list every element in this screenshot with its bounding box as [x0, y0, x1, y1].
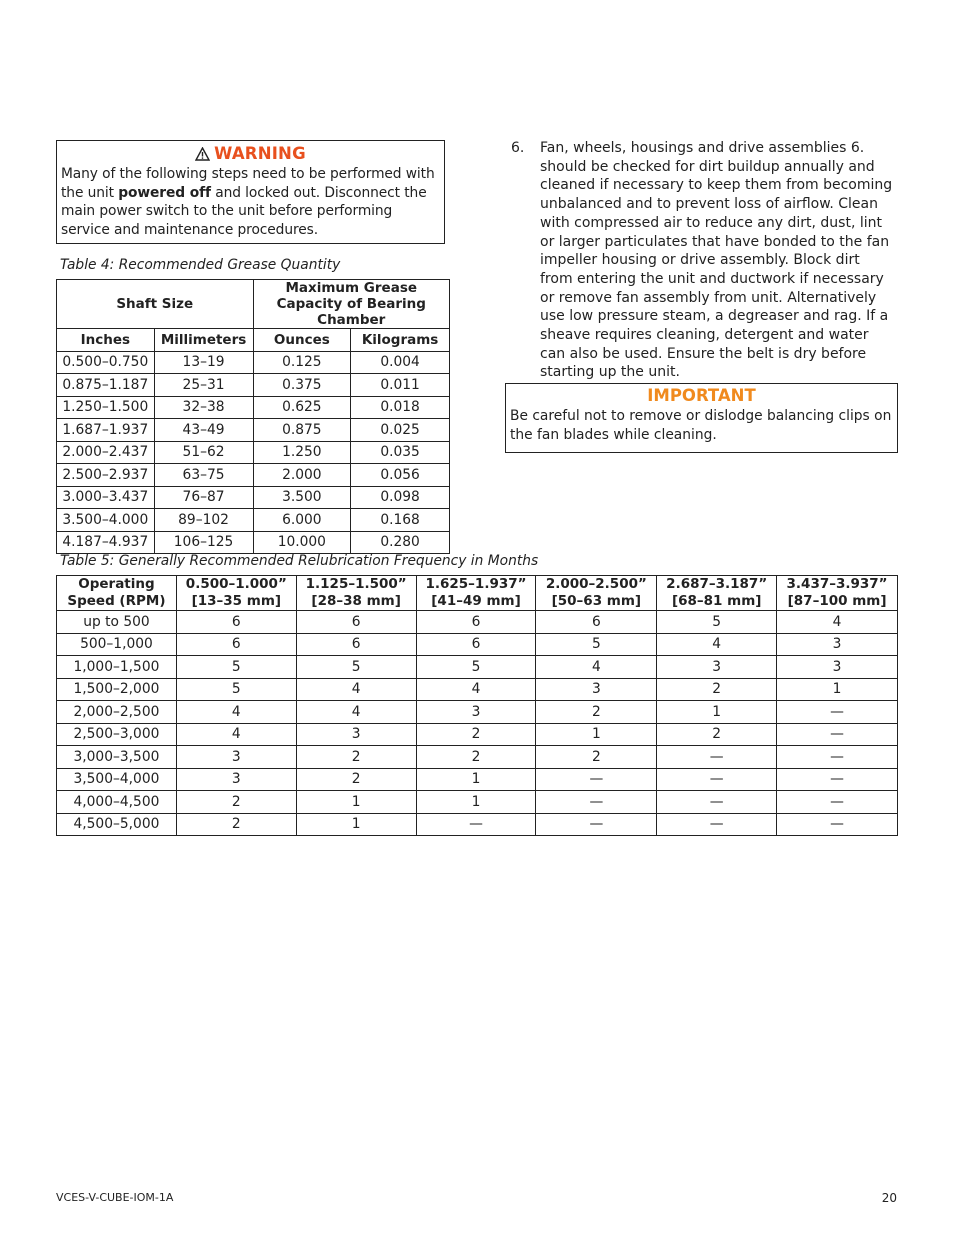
table4-header-inches: Inches — [57, 329, 155, 352]
maintenance-step-6 — [511, 139, 896, 382]
table-cell: 3.000–3.437 — [57, 486, 155, 509]
frequency-cell: 4 — [296, 701, 416, 724]
speed-cell: 3,500–4,000 — [57, 768, 177, 791]
table5-header-shaft-size — [296, 576, 416, 611]
table-cell: 0.500–0.750 — [57, 351, 155, 374]
header-line: 3.437–3.937” — [786, 576, 888, 592]
footer-doc-id: VCES-V-CUBE-IOM-1A — [56, 1191, 174, 1204]
speed-cell: 1,000–1,500 — [57, 656, 177, 679]
frequency-cell: 6 — [176, 633, 296, 656]
table-row — [57, 611, 898, 634]
table-cell: 13–19 — [154, 351, 253, 374]
table-row — [57, 351, 450, 374]
frequency-cell: — — [416, 813, 536, 836]
table-cell: 25–31 — [154, 374, 253, 397]
frequency-cell: 2 — [536, 746, 657, 769]
table-cell: 0.025 — [351, 419, 450, 442]
table-row — [57, 656, 898, 679]
frequency-cell: 4 — [176, 723, 296, 746]
table4-caption: Table 4: Recommended Grease Quantity — [60, 257, 341, 273]
table-row — [57, 701, 898, 724]
table-cell: 106–125 — [154, 531, 253, 554]
table-cell: 2.500–2.937 — [57, 464, 155, 487]
frequency-cell: 3 — [777, 633, 898, 656]
table-cell: 1.687–1.937 — [57, 419, 155, 442]
table-cell: 2.000–2.437 — [57, 441, 155, 464]
table-row — [57, 813, 898, 836]
warning-title-text: WARNING — [214, 144, 306, 163]
list-number: 6. — [511, 140, 525, 156]
frequency-cell: 6 — [416, 633, 536, 656]
table-cell: 6.000 — [253, 509, 351, 532]
frequency-cell: 3 — [176, 768, 296, 791]
warning-body-text: Many of the following steps need to be performed with the unit — [61, 166, 435, 201]
frequency-cell: 2 — [657, 723, 777, 746]
speed-cell: 3,000–3,500 — [57, 746, 177, 769]
table5-header-shaft-size — [536, 576, 657, 611]
frequency-cell: 1 — [416, 791, 536, 814]
frequency-cell: 6 — [296, 611, 416, 634]
table-cell: 63–75 — [154, 464, 253, 487]
important-box — [505, 383, 898, 453]
frequency-cell: 2 — [416, 723, 536, 746]
frequency-cell: 4 — [536, 656, 657, 679]
frequency-cell: 6 — [416, 611, 536, 634]
table5-header-shaft-size — [176, 576, 296, 611]
table5-header-shaft-size — [657, 576, 777, 611]
frequency-cell: — — [657, 791, 777, 814]
table-cell: 4.187–4.937 — [57, 531, 155, 554]
speed-cell: 2,000–2,500 — [57, 701, 177, 724]
frequency-cell: 6 — [176, 611, 296, 634]
table-row — [57, 419, 450, 442]
frequency-cell: — — [777, 701, 898, 724]
header-line: [50–63 mm] — [551, 593, 642, 609]
table-cell: 2.000 — [253, 464, 351, 487]
frequency-cell: 2 — [176, 813, 296, 836]
warning-body-emphasis: powered off — [118, 184, 211, 201]
table-row — [57, 509, 450, 532]
frequency-cell: 5 — [296, 656, 416, 679]
frequency-cell: 1 — [657, 701, 777, 724]
table-cell: 43–49 — [154, 419, 253, 442]
header-line: 2.687–3.187” — [666, 576, 768, 592]
table-row — [57, 746, 898, 769]
frequency-cell: 4 — [416, 678, 536, 701]
table-row — [57, 441, 450, 464]
frequency-cell: — — [536, 791, 657, 814]
frequency-cell: 1 — [296, 813, 416, 836]
frequency-cell: — — [777, 723, 898, 746]
table-cell: 0.125 — [253, 351, 351, 374]
warning-body — [61, 165, 440, 239]
frequency-cell: 1 — [416, 768, 536, 791]
important-title: IMPORTANT — [647, 386, 756, 405]
table-cell: 10.000 — [253, 531, 351, 554]
header-line: [13–35 mm] — [191, 593, 282, 609]
frequency-cell: 4 — [176, 701, 296, 724]
frequency-cell: 5 — [657, 611, 777, 634]
warning-triangle-icon — [195, 147, 210, 161]
table-cell: 3.500–4.000 — [57, 509, 155, 532]
table-row — [57, 396, 450, 419]
frequency-cell: 6 — [536, 611, 657, 634]
table-cell: 0.875 — [253, 419, 351, 442]
grease-quantity-table — [56, 279, 450, 554]
table-cell: 0.035 — [351, 441, 450, 464]
frequency-cell: 5 — [176, 678, 296, 701]
frequency-cell: 2 — [536, 701, 657, 724]
frequency-cell: — — [657, 746, 777, 769]
table-row — [57, 464, 450, 487]
table-row — [57, 374, 450, 397]
frequency-cell: 4 — [296, 678, 416, 701]
table-cell: 0.004 — [351, 351, 450, 374]
header-line: 1.125–1.500” — [305, 576, 407, 592]
table4-group-header-shaft: Shaft Size — [57, 280, 254, 329]
table5-header-speed — [57, 576, 177, 611]
frequency-cell: 1 — [536, 723, 657, 746]
table4-header-millimeters: Millimeters — [154, 329, 253, 352]
warning-box — [56, 140, 445, 244]
header-line: Speed (RPM) — [67, 593, 166, 609]
table-cell: 0.875–1.187 — [57, 374, 155, 397]
frequency-cell: — — [536, 813, 657, 836]
table-cell: 0.098 — [351, 486, 450, 509]
table-cell: 0.056 — [351, 464, 450, 487]
table-row — [57, 531, 450, 554]
header-line: [28–38 mm] — [311, 593, 401, 609]
header-line: 1.625–1.937” — [425, 576, 527, 592]
table-cell: 51–62 — [154, 441, 253, 464]
relubrication-frequency-table — [56, 575, 898, 836]
table4-group-header-capacity: Maximum Grease Capacity of Bearing Chamber — [253, 280, 450, 329]
table-row — [57, 633, 898, 656]
frequency-cell: 4 — [657, 633, 777, 656]
warning-body-text-cont: and locked out. Disconnect the main power switch to the unit before performing service and maintenance procedures. — [61, 184, 427, 238]
table-cell: 0.625 — [253, 396, 351, 419]
table-cell: 3.500 — [253, 486, 351, 509]
table5-caption: Table 5: Generally Recommended Relubrication Frequency in Months — [60, 553, 539, 569]
frequency-cell: 2 — [416, 746, 536, 769]
table-cell: 89–102 — [154, 509, 253, 532]
frequency-cell: 2 — [657, 678, 777, 701]
header-line: Operating — [78, 576, 155, 592]
frequency-cell: 3 — [777, 656, 898, 679]
list-text: Fan, wheels, housings and drive assemblies 6. should be checked for dirt buildup annually and cleaned if necessary to keep them from becoming unbalanced and to prevent loss of airflow. Clean with compressed air to reduce any dirt, dust, lint or larger particulates that have bonded to the fan impeller housing or drive assembly. Block dirt from entering the unit and ductwork if necessary or remove fan assembly from unit. Alternatively use low pressure steam, a degreaser and rag. If a sheave requires cleaning, detergent and water can also be used. Ensure the belt is dry before starting up the unit. — [540, 140, 893, 381]
frequency-cell: — — [777, 791, 898, 814]
important-body: Be careful not to remove or dislodge balancing clips on the fan blades while cleaning. — [510, 408, 892, 443]
table-row — [57, 768, 898, 791]
table-row — [57, 486, 450, 509]
table-row — [57, 723, 898, 746]
speed-cell: 500–1,000 — [57, 633, 177, 656]
footer-page-number: 20 — [881, 1191, 897, 1205]
frequency-cell: — — [657, 813, 777, 836]
frequency-cell: 5 — [176, 656, 296, 679]
table-cell: 0.280 — [351, 531, 450, 554]
frequency-cell: 3 — [657, 656, 777, 679]
table4-header-kilograms: Kilograms — [351, 329, 450, 352]
table5-header-shaft-size — [416, 576, 536, 611]
frequency-cell: 6 — [296, 633, 416, 656]
table-cell: 0.168 — [351, 509, 450, 532]
warning-title — [61, 143, 440, 165]
header-line: [41–49 mm] — [431, 593, 521, 609]
header-line: 2.000–2.500” — [545, 576, 647, 592]
header-line: [87–100 mm] — [787, 593, 887, 609]
frequency-cell: 5 — [536, 633, 657, 656]
table4-header-ounces: Ounces — [253, 329, 351, 352]
frequency-cell: 4 — [777, 611, 898, 634]
frequency-cell: 2 — [296, 768, 416, 791]
frequency-cell: 1 — [296, 791, 416, 814]
frequency-cell: 3 — [296, 723, 416, 746]
speed-cell: 4,500–5,000 — [57, 813, 177, 836]
table-row — [57, 678, 898, 701]
frequency-cell: 3 — [416, 701, 536, 724]
header-line: 0.500–1.000” — [185, 576, 287, 592]
frequency-cell: — — [657, 768, 777, 791]
table-cell: 1.250–1.500 — [57, 396, 155, 419]
table-cell: 0.375 — [253, 374, 351, 397]
table-cell: 76–87 — [154, 486, 253, 509]
table-cell: 0.018 — [351, 396, 450, 419]
table-row — [57, 791, 898, 814]
frequency-cell: 3 — [176, 746, 296, 769]
frequency-cell: — — [536, 768, 657, 791]
speed-cell: 2,500–3,000 — [57, 723, 177, 746]
frequency-cell: — — [777, 813, 898, 836]
table-cell: 1.250 — [253, 441, 351, 464]
frequency-cell: 5 — [416, 656, 536, 679]
speed-cell: up to 500 — [57, 611, 177, 634]
frequency-cell: — — [777, 746, 898, 769]
table5-header-shaft-size — [777, 576, 898, 611]
header-line: [68–81 mm] — [671, 593, 762, 609]
frequency-cell: — — [777, 768, 898, 791]
frequency-cell: 2 — [296, 746, 416, 769]
table-cell: 32–38 — [154, 396, 253, 419]
speed-cell: 4,000–4,500 — [57, 791, 177, 814]
frequency-cell: 2 — [176, 791, 296, 814]
frequency-cell: 3 — [536, 678, 657, 701]
table-cell: 0.011 — [351, 374, 450, 397]
speed-cell: 1,500–2,000 — [57, 678, 177, 701]
frequency-cell: 1 — [777, 678, 898, 701]
